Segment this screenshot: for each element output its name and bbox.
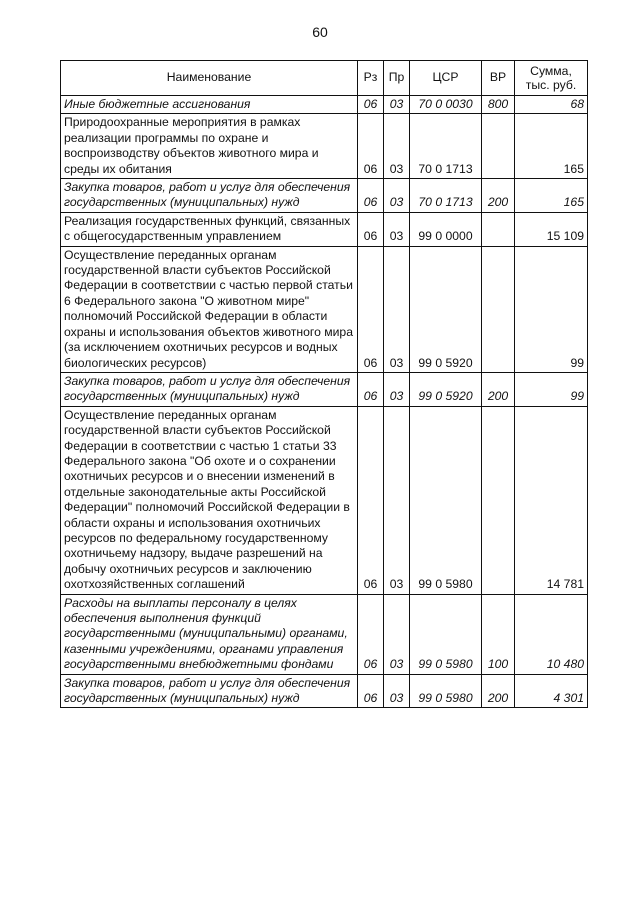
cell-name: Осуществление переданных органам государственной власти субъектов Российской Федерации в соответствии с частью 1 статьи 33 Федерального закона "Об охоте и о сохранении охотничьих ресурсов и о внесении изменений в отдельные законодательные акты Российской Федерации" полномочий Российской Федерации в области охраны и использования охотничьих ресурсов по федеральному государственному охотничьему надзору, выдаче разрешений на добычу охотничьих ресурсов и заключению охотхозяйственных соглашений [61,406,358,594]
cell-pr: 03 [384,96,410,114]
header-rz: Рз [358,61,384,96]
cell-rz: 06 [358,594,384,674]
cell-pr: 03 [384,114,410,179]
cell-name: Осуществление переданных органам государственной власти субъектов Российской Федерации в соответствии с частью первой статьи 6 Федерального закона "О животном мире" полномочий Российской Федерации в области охраны и использования объектов животного мира (за исключением охотничьих ресурсов и водных биологических ресурсов) [61,246,358,372]
cell-vr: 100 [482,594,515,674]
cell-pr: 03 [384,406,410,594]
header-vr: ВР [482,61,515,96]
cell-sum: 4 301 [515,674,588,708]
cell-name: Природоохранные мероприятия в рамках реализации программы по охране и воспроизводству объектов животного мира и среды их обитания [61,114,358,179]
table-row [61,674,588,708]
table-row [61,212,588,246]
cell-rz: 06 [358,246,384,372]
header-sum-line2: тыс. руб. [525,78,577,92]
cell-sum: 68 [515,96,588,114]
cell-vr [482,246,515,372]
cell-pr: 03 [384,179,410,213]
cell-pr: 03 [384,594,410,674]
cell-pr: 03 [384,212,410,246]
table-row [61,96,588,114]
cell-rz: 06 [358,212,384,246]
table-row [61,406,588,594]
cell-rz: 06 [358,179,384,213]
cell-vr [482,114,515,179]
header-sum-line1: Сумма, [530,64,572,78]
cell-sum: 14 781 [515,406,588,594]
cell-name: Закупка товаров, работ и услуг для обеспечения государственных (муниципальных) нужд [61,179,358,213]
cell-vr: 200 [482,179,515,213]
cell-name: Закупка товаров, работ и услуг для обеспечения государственных (муниципальных) нужд [61,372,358,406]
table-row [61,114,588,179]
budget-table [60,60,588,708]
cell-vr: 800 [482,96,515,114]
cell-name: Закупка товаров, работ и услуг для обеспечения государственных (муниципальных) нужд [61,674,358,708]
cell-csr: 99 0 5920 [410,372,482,406]
table-row [61,372,588,406]
cell-rz: 06 [358,96,384,114]
header-pr: Пр [384,61,410,96]
cell-sum: 99 [515,246,588,372]
cell-pr: 03 [384,246,410,372]
cell-csr: 70 0 1713 [410,179,482,213]
cell-csr: 70 0 0030 [410,96,482,114]
cell-vr: 200 [482,674,515,708]
cell-pr: 03 [384,674,410,708]
cell-rz: 06 [358,406,384,594]
cell-vr: 200 [482,372,515,406]
cell-sum: 99 [515,372,588,406]
header-csr: ЦСР [410,61,482,96]
cell-sum: 165 [515,114,588,179]
cell-csr: 99 0 5920 [410,246,482,372]
table-row [61,594,588,674]
cell-name: Иные бюджетные ассигнования [61,96,358,114]
page-number: 60 [312,24,328,40]
cell-vr [482,212,515,246]
header-name: Наименование [61,61,358,96]
cell-name: Расходы на выплаты персоналу в целях обеспечения выполнения функций государственными (муниципальными) органами, казенными учреждениями, органами управления государственными внебюджетными фондами [61,594,358,674]
cell-sum: 165 [515,179,588,213]
cell-name: Реализация государственных функций, связанных с общегосударственным управлением [61,212,358,246]
cell-pr: 03 [384,372,410,406]
cell-rz: 06 [358,674,384,708]
cell-rz: 06 [358,372,384,406]
cell-csr: 99 0 5980 [410,406,482,594]
cell-csr: 99 0 5980 [410,594,482,674]
cell-vr [482,406,515,594]
table-header-row [61,61,588,96]
cell-csr: 99 0 5980 [410,674,482,708]
cell-sum: 15 109 [515,212,588,246]
cell-csr: 70 0 1713 [410,114,482,179]
header-sum [515,61,588,96]
table-row [61,246,588,372]
cell-rz: 06 [358,114,384,179]
cell-sum: 10 480 [515,594,588,674]
cell-csr: 99 0 0000 [410,212,482,246]
table-row [61,179,588,213]
table-body [61,96,588,708]
